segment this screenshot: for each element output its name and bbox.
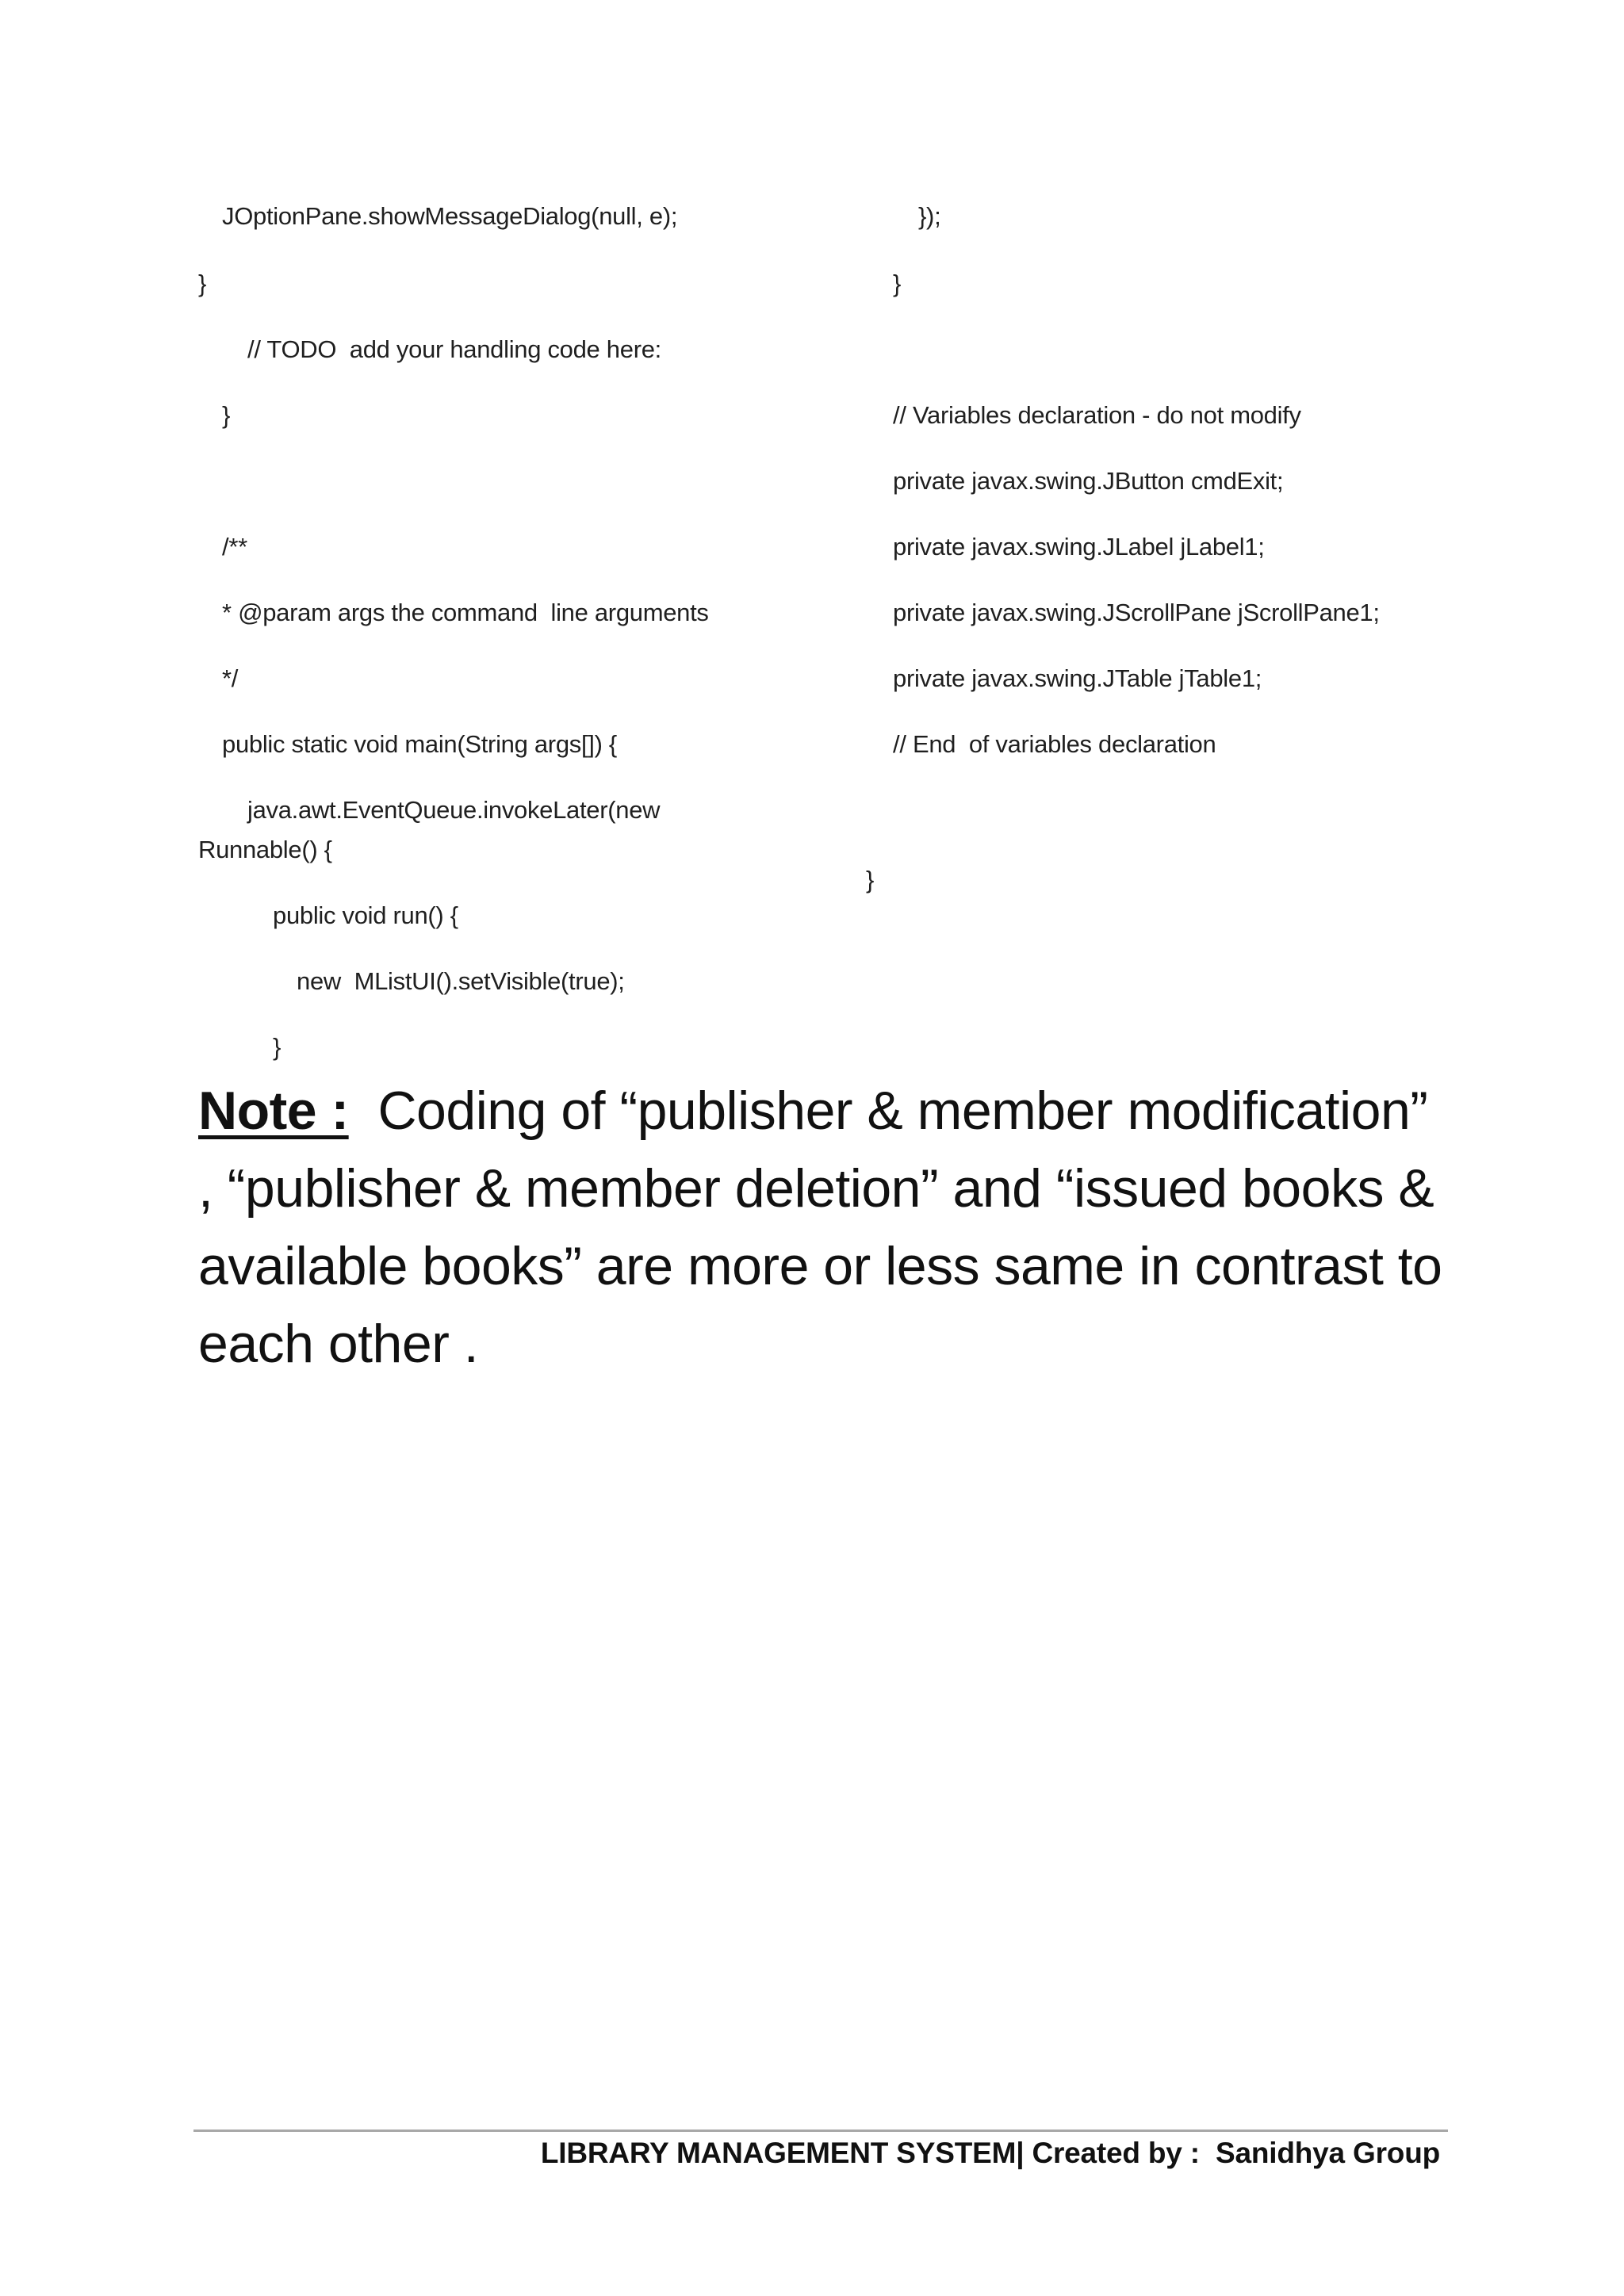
code-line: */: [222, 664, 239, 692]
code-line: }: [273, 1033, 282, 1061]
code-line: Runnable() {: [198, 836, 332, 863]
code-line: public void run() {: [273, 901, 458, 929]
code-line: // TODO add your handling code here:: [247, 335, 661, 363]
code-line: * @param args the command line arguments: [222, 599, 709, 626]
footer-divider: [193, 2130, 1448, 2132]
code-line: java.awt.EventQueue.invokeLater(new: [247, 796, 661, 824]
footer-text: LIBRARY MANAGEMENT SYSTEM| Created by : Sanidhya Group: [540, 2137, 1440, 2169]
code-line: });: [918, 202, 941, 230]
code-line: private javax.swing.JScrollPane jScrollPane1;: [893, 599, 1380, 626]
code-line: }: [198, 270, 207, 297]
note-paragraph: [198, 1072, 1451, 1383]
code-line: private javax.swing.JTable jTable1;: [893, 664, 1262, 692]
code-line: private javax.swing.JLabel jLabel1;: [893, 533, 1265, 561]
code-line: }: [222, 401, 231, 429]
code-line: /**: [222, 533, 247, 561]
code-line: // Variables declaration - do not modify: [893, 401, 1301, 429]
code-line: // End of variables declaration: [893, 730, 1216, 758]
note-label: Note :: [198, 1081, 349, 1141]
code-line: }: [866, 866, 875, 894]
code-line: public static void main(String args[]) {: [222, 730, 617, 758]
code-line: new MListUI().setVisible(true);: [297, 967, 625, 995]
code-line: private javax.swing.JButton cmdExit;: [893, 467, 1284, 495]
code-line: JOptionPane.showMessageDialog(null, e);: [222, 202, 678, 230]
code-line: }: [893, 270, 902, 297]
note-text: Coding of “publisher & member modification” , “publisher & member deletion” and “issued books & available books” are more or less same in contrast to each other .: [198, 1081, 1442, 1374]
